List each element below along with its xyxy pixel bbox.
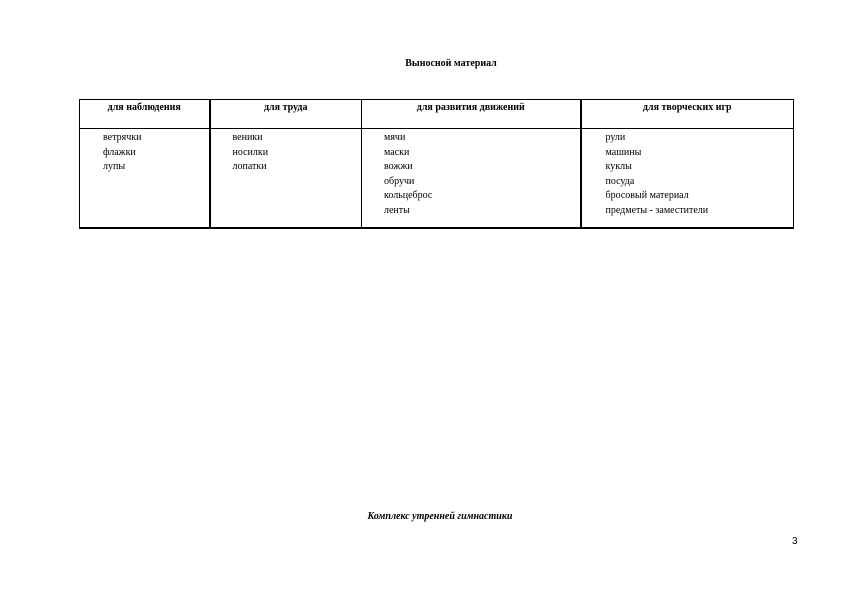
- page-number: 3: [792, 536, 798, 547]
- header-movement-development: для развития движений: [362, 100, 581, 129]
- table-row: [80, 129, 794, 229]
- list-item: посуда: [605, 175, 635, 187]
- list-item: ленты: [384, 204, 410, 216]
- list-item: предметы - заместители: [605, 204, 709, 216]
- list-item: машины: [605, 146, 642, 158]
- list-item: кольцеброс: [384, 190, 433, 201]
- cell-creative-games: [581, 129, 794, 229]
- materials-table: [79, 99, 794, 229]
- list-item: носилки: [232, 146, 269, 158]
- list-item: лупы: [103, 161, 126, 172]
- list-item: флажки: [103, 146, 136, 158]
- list-item: веники: [232, 132, 263, 143]
- header-observation: для наблюдения: [80, 100, 210, 129]
- header-creative-games: для творческих игр: [581, 100, 794, 129]
- list-item: ветрячки: [103, 132, 142, 143]
- list-item: рули: [605, 132, 626, 143]
- list-item: куклы: [605, 161, 632, 172]
- list-item: маски: [384, 146, 410, 158]
- list-item: вожжи: [384, 161, 413, 172]
- list-item: бросовый материал: [605, 190, 689, 201]
- list-item: обручи: [384, 175, 415, 187]
- section-caption: Комплекс утренней гимнастики: [367, 511, 513, 522]
- list-item: лопатки: [232, 161, 267, 172]
- list-item: мячи: [384, 132, 406, 143]
- page-title: Выносной материал: [405, 58, 497, 69]
- cell-labor: [210, 129, 362, 229]
- table-header-row: [80, 100, 794, 129]
- header-labor: для труда: [210, 100, 362, 129]
- cell-movement-development: [362, 129, 581, 229]
- cell-observation: [80, 129, 210, 229]
